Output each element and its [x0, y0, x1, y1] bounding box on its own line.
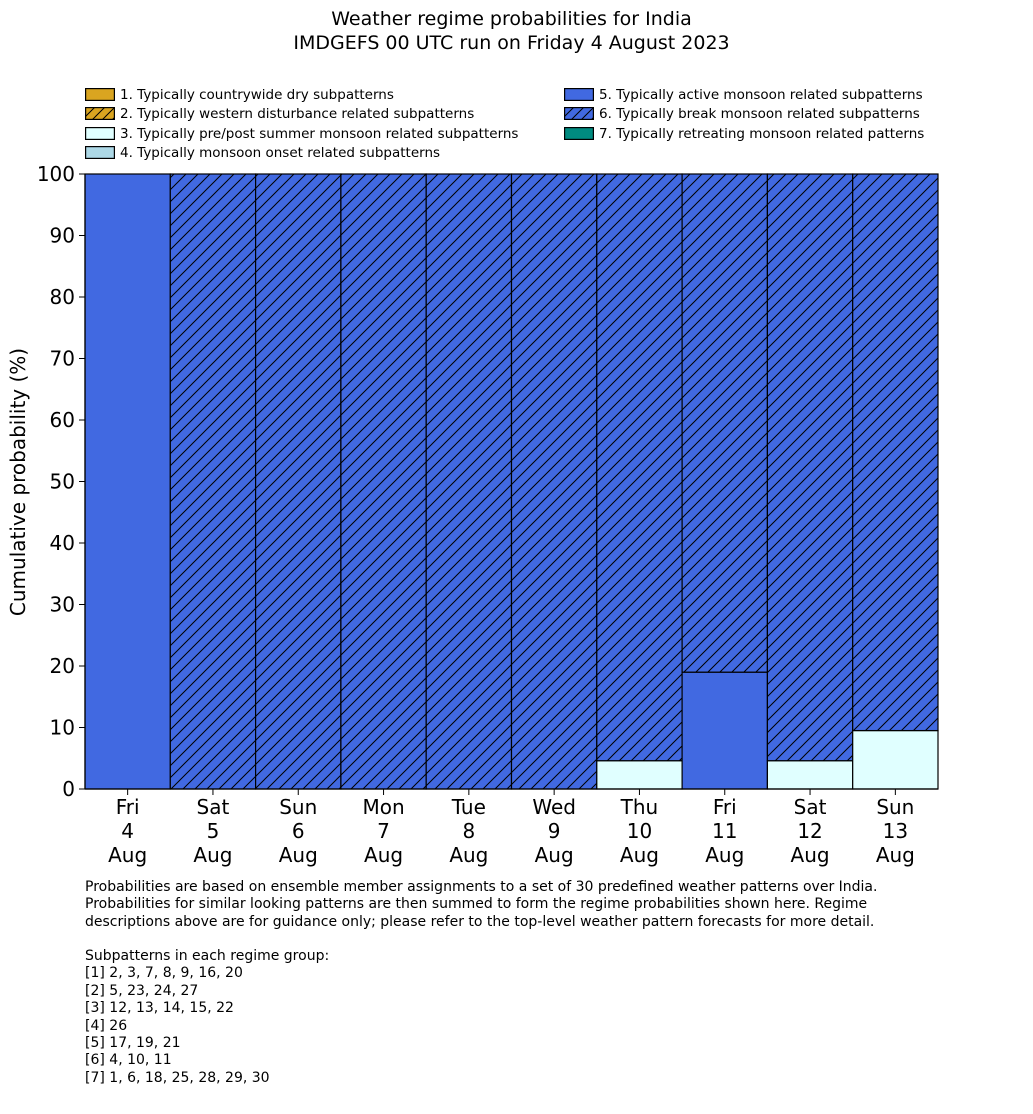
bar-segment: [597, 174, 682, 761]
x-tick-label: Thu 10 Aug: [619, 795, 659, 867]
legend-label: 4. Typically monsoon onset related subpatterns: [120, 145, 441, 161]
y-tick-label: 0: [62, 777, 75, 801]
group-line: [2] 5, 23, 24, 27: [85, 982, 199, 999]
legend-label: 1. Typically countrywide dry subpatterns: [120, 87, 394, 103]
legend-label: 3. Typically pre/post summer monsoon related subpatterns: [120, 126, 519, 142]
bar-segment: [426, 174, 511, 789]
x-tick-label: Fri 4 Aug: [108, 795, 148, 867]
x-tick-label: Wed 9 Aug: [532, 795, 576, 867]
y-tick-label: 80: [49, 285, 75, 309]
notes-text: [85, 879, 877, 931]
bar-segment: [682, 672, 767, 789]
legend-label: 6. Typically break monsoon related subpatterns: [599, 106, 920, 122]
x-tick-label: Sun 13 Aug: [875, 795, 915, 867]
bar-segment: [85, 174, 170, 789]
notes-line: descriptions above are for guidance only; please refer to the top-level weather pattern forecasts for more detail.: [85, 913, 875, 930]
y-tick-label: 90: [49, 223, 75, 248]
y-tick-label: 30: [49, 592, 75, 617]
group-line: [5] 17, 19, 21: [85, 1035, 181, 1052]
notes-line: Probabilities for similar looking patterns are then summed to form the regime probabilities shown here. Regime: [85, 896, 868, 913]
legend-label: 2. Typically western disturbance related subpatterns: [120, 106, 475, 122]
y-axis-label: Cumulative probability (%): [6, 347, 30, 617]
bar-segment: [512, 174, 597, 789]
x-tick-label: Fri 11 Aug: [705, 795, 745, 867]
group-line: [4] 26: [85, 1017, 128, 1034]
legend-label: 7. Typically retreating monsoon related patterns: [599, 126, 925, 142]
bar-segment: [170, 174, 255, 789]
group-line: [6] 4, 10, 11: [85, 1052, 172, 1069]
bar-segment: [853, 731, 938, 789]
bar-segment: [682, 174, 767, 672]
group-line: [3] 12, 13, 14, 15, 22: [85, 1000, 234, 1017]
bar-segment: [597, 761, 682, 789]
x-tick-label: Sat 12 Aug: [790, 795, 830, 867]
y-tick-label: 100: [36, 162, 75, 186]
groups-heading: Subpatterns in each regime group:: [85, 948, 330, 964]
bar-segment: [256, 174, 341, 789]
x-tick-label: Mon 7 Aug: [362, 795, 405, 867]
legend-label: 5. Typically active monsoon related subpatterns: [599, 87, 923, 103]
y-tick-label: 60: [49, 408, 75, 432]
y-tick-label: 40: [49, 531, 75, 555]
y-tick-label: 20: [49, 654, 75, 678]
y-tick-label: 70: [49, 346, 75, 371]
bar-segment: [767, 174, 852, 761]
x-tick-label: Sat 5 Aug: [193, 795, 233, 867]
chart-title: Weather regime probabilities for India: [331, 8, 692, 30]
group-line: [1] 2, 3, 7, 8, 9, 16, 20: [85, 965, 243, 982]
group-line: [7] 1, 6, 18, 25, 28, 29, 30: [85, 1069, 270, 1086]
y-tick-label: 10: [49, 715, 75, 740]
regime-groups: [85, 948, 329, 1087]
bar-segment: [341, 174, 426, 789]
chart-subtitle: IMDGEFS 00 UTC run on Friday 4 August 2023: [293, 32, 730, 54]
y-tick-label: 50: [49, 469, 75, 494]
bar-segment: [767, 761, 852, 789]
notes-line: Probabilities are based on ensemble member assignments to a set of 30 predefined weather patterns over India.: [85, 879, 878, 895]
x-tick-label: Tue 8 Aug: [449, 795, 489, 867]
bar-segment: [853, 174, 938, 731]
x-tick-label: Sun 6 Aug: [278, 795, 318, 867]
